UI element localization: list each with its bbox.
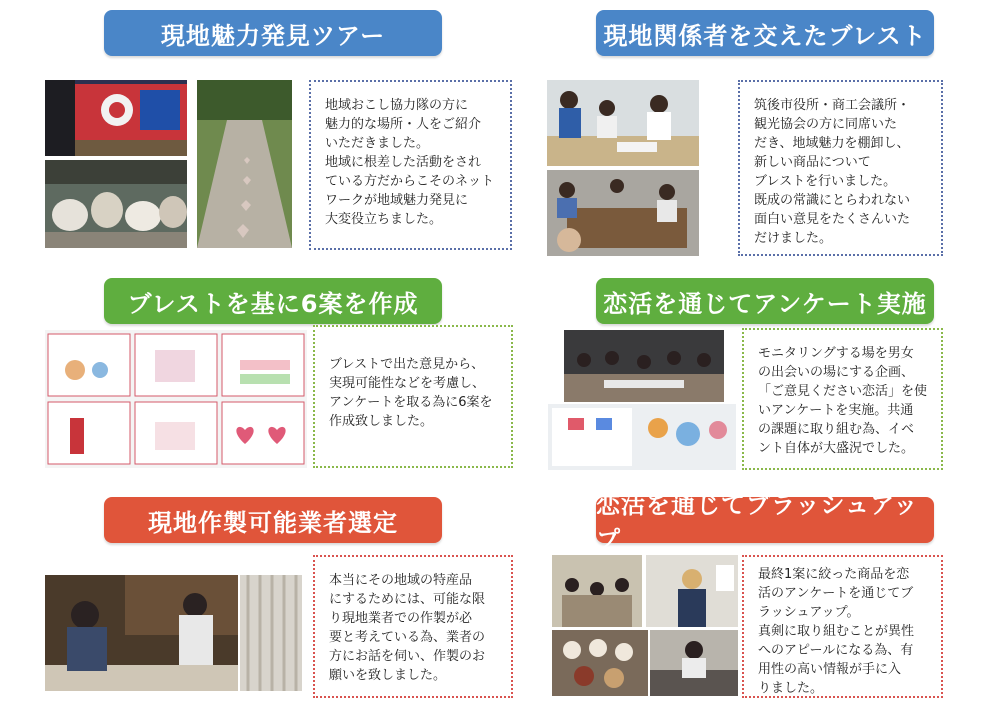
- photo-konkatsu-event: [564, 330, 724, 402]
- photo-brushup-kitchen: [650, 630, 738, 696]
- photo-vendor-meeting: [45, 575, 238, 691]
- section-text-brainstorm: 筑後市役所・商工会議所・ 観光協会の方に同席いた だき、地域魅力を棚卸し、 新しい商品について ブレストを行いました。 既成の常識にとらわれない 面白い意見をたくさんいた だけました。: [738, 80, 943, 256]
- section-text-six-proposals: ブレストで出た意見から、 実現可能性などを考慮し、 アンケートを取る為に6案を 作成致しました。: [313, 325, 513, 468]
- photo-garden-path: [197, 80, 292, 248]
- photo-brushup-group: [552, 555, 642, 627]
- section-title-brainstorm: 現地関係者を交えたブレスト: [596, 10, 934, 56]
- section-text-survey: モニタリングする場を男女 の出会いの場にする企画、 「ご意見ください恋活」を使 いアンケートを実施。共通 の課題に取り組む為、イベ ント自体が大盛況でした。: [742, 328, 943, 470]
- section-title-brushup: 恋活を通じてブラッシュアップ: [596, 497, 934, 543]
- section-title-vendor-selection: 現地作製可能業者選定: [104, 497, 442, 543]
- section-text-vendor-selection: 本当にその地域の特産品 にするためには、可能な限 り現地業者での作製が必 要と考えている為、業者の 方にお話を伺い、作製のお 願いを致しました。: [313, 555, 513, 698]
- section-title-survey: 恋活を通じてアンケート実施: [596, 278, 934, 324]
- photo-survey-screen: [548, 404, 736, 470]
- photo-brainstorm-meeting: [547, 170, 699, 256]
- photo-workshop-curtain: [240, 575, 302, 691]
- section-text-brushup: 最終1案に絞った商品を恋 活のアンケートを通じてブ ラッシュアップ。 真剣に取り組むことが異性 へのアピールになる為、有 用性の高い情報が手に入 りました。: [742, 555, 943, 698]
- section-title-six-proposals: ブレストを基に6案を作成: [104, 278, 442, 324]
- photo-shop-banner: [45, 80, 187, 156]
- photo-brushup-food: [552, 630, 648, 696]
- photo-ceramics: [45, 160, 187, 248]
- section-text-tour: 地域おこし協力隊の方に 魅力的な場所・人をご紹介 いただきました。 地域に根差した活動をされ ている方だからこそのネット ワークが地域魅力発見に 大変役立ちました。: [309, 80, 512, 250]
- section-title-tour: 現地魅力発見ツアー: [104, 10, 442, 56]
- image-proposal-sheets: [45, 330, 307, 468]
- photo-brushup-presenter: [646, 555, 738, 627]
- photo-brainstorm-table: [547, 80, 699, 166]
